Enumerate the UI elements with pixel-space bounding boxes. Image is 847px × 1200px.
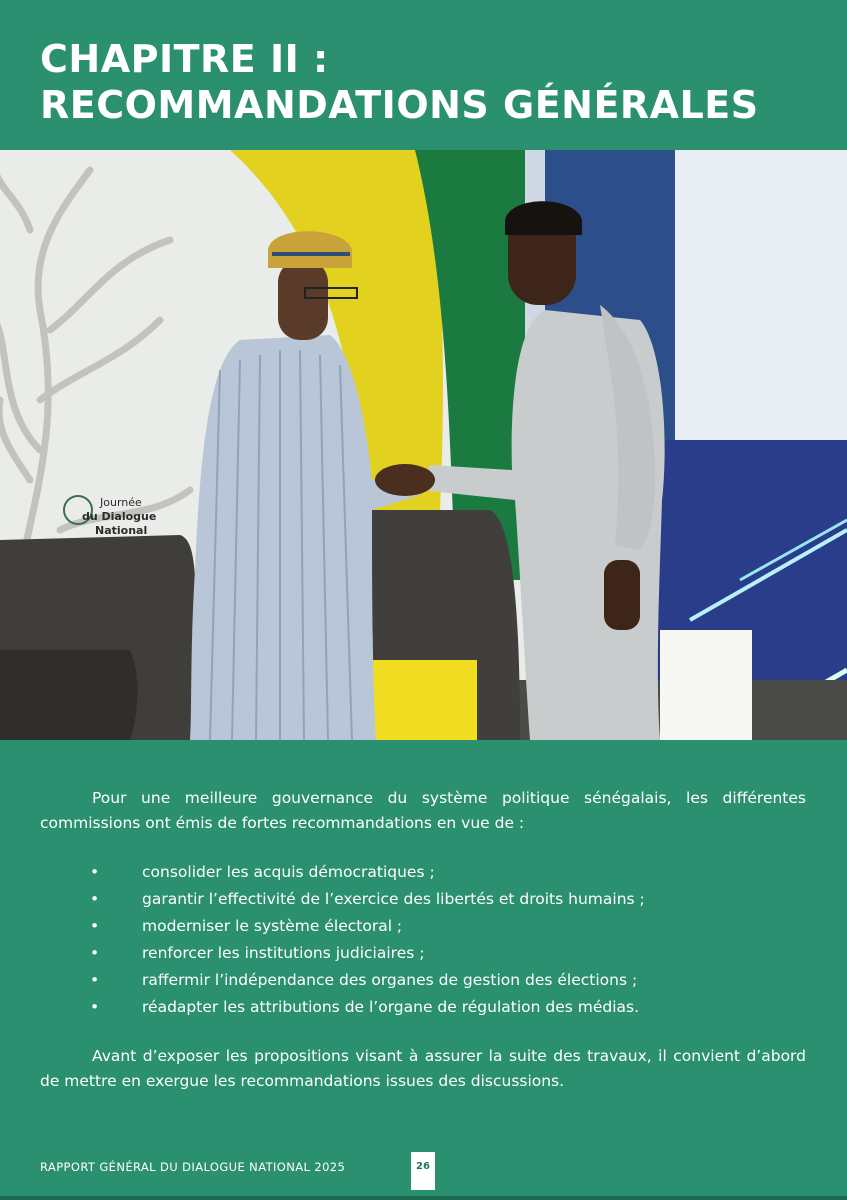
chapter-title	[40, 36, 830, 128]
yellow-podium	[372, 660, 477, 740]
page-number: 26	[411, 1152, 435, 1190]
list-item: • réadapter les attributions de l’organe de régulation des médias.	[90, 998, 640, 1016]
list-item: • consolider les acquis démocratiques ;	[90, 863, 435, 881]
event-logo-line1: Journée	[100, 496, 142, 509]
event-logo-line2: du Dialogue	[82, 510, 157, 523]
report-title-footer: RAPPORT GÉNÉRAL DU DIALOGUE NATIONAL 2025	[40, 1160, 346, 1174]
main-content	[40, 786, 806, 1094]
chapter-title-line1: CHAPITRE II :	[40, 37, 329, 81]
event-photo	[0, 150, 847, 740]
list-item: • raffermir l’indépendance des organes de gestion des élections ;	[90, 971, 638, 989]
chapter-title-line2: RECOMMANDATIONS GÉNÉRALES	[40, 83, 759, 127]
white-podium	[660, 630, 752, 740]
closing-paragraph: Avant d’exposer les propositions visant à assurer la suite des travaux, il convient d’abord de mettre en exergue les recommandations issues des discussions.	[40, 1047, 806, 1090]
intro-paragraph: Pour une meilleure gouvernance du système politique sénégalais, les différentes commissions ont émis de fortes recommandations en vue de :	[40, 789, 806, 832]
bottom-border	[0, 1196, 847, 1200]
list-item: • moderniser le système électoral ;	[90, 917, 403, 935]
recommendations-list	[40, 859, 806, 1021]
list-item: • garantir l’effectivité de l’exercice des libertés et droits humains ;	[90, 890, 645, 908]
event-logo-line3: National	[95, 524, 148, 537]
list-item: • renforcer les institutions judiciaires ;	[90, 944, 425, 962]
handshake	[375, 464, 435, 496]
handshake-illustration	[0, 150, 847, 740]
